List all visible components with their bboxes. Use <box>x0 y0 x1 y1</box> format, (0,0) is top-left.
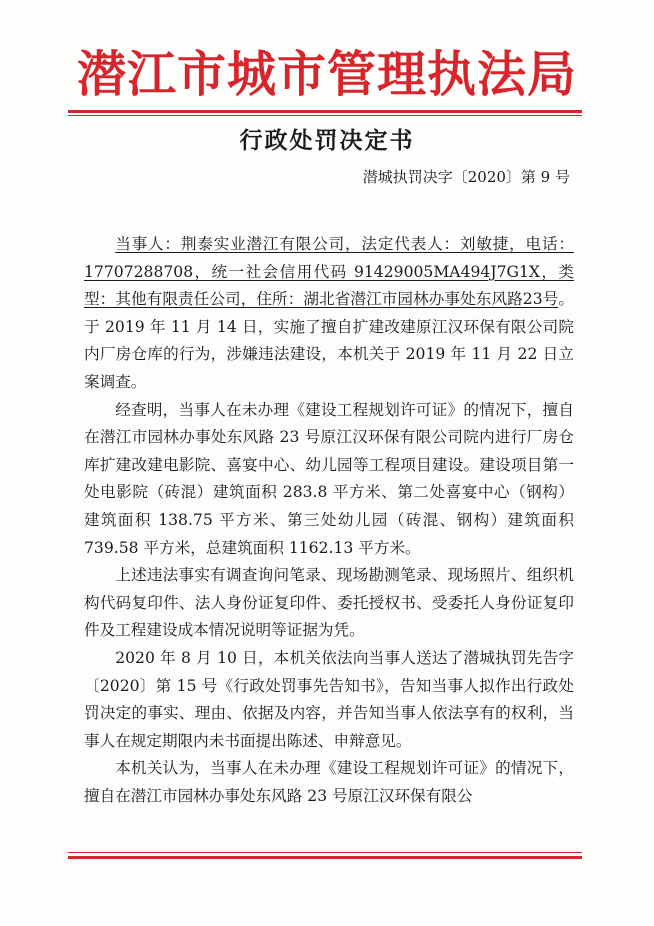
footer-rule-thin <box>68 852 582 853</box>
party-info: 荆泰实业潜江有限公司，法定代表人：刘敏捷，电话：17707288708，统一社会信用代码 91429005MA494J7G1X，类型：其他有限责任公司，住所：湖北省潜江市园林办事处东风路23号 <box>84 235 574 309</box>
paragraph-findings: 经查明，当事人在未办理《建设工程规划许可证》的情况下，擅自在潜江市园林办事处东风路 23 号原江汉环保有限公司院内进行厂房仓库扩建改建电影院、喜宴中心、幼儿园等工程项目建设。建设项目第一处电影院（砖混）建筑面积 283.8 平方米、第二处喜宴中心（钢构）建筑面积 138.75 平方米、第三处幼儿园（砖混、钢构）建筑面积 739.58 平方米，总建筑面积 1162.13 平方米。 <box>84 400 574 557</box>
header-rule-thick <box>68 110 582 113</box>
footer-rule-thick <box>68 856 582 859</box>
paragraph-opinion: 本机关认为，当事人在未办理《建设工程规划许可证》的情况下，擅自在潜江市园林办事处东风路 23 号原江汉环保有限公 <box>84 759 574 805</box>
paragraph-evidence: 上述违法事实有调查询问笔录、现场勘测笔录、现场照片、组织机构代码复印件、法人身份证复印件、委托授权书、受委托人身份证复印件及工程建设成本情况说明等证据为凭。 <box>84 566 574 640</box>
party-case-text: 。于 2019 年 11 月 14 日，实施了擅自扩建改建原江汉环保有限公司院内厂房仓库的行为，涉嫌违法建设，本机关于 2019 年 11 月 22 日立案调查。 <box>84 290 574 391</box>
document-number: 潜城执罚决字〔2020〕第 9 号 <box>362 168 570 186</box>
paragraph-notice: 2020 年 8 月 10 日，本机关依法向当事人送达了潜城执罚先告字〔2020〕第 15 号《行政处罚事先告知书》，告知当事人拟作出行政处罚决定的事实、理由、依据及内容，并告知当事人依法享有的权利，当事人在规定期限内未书面提出陈述、申辩意见。 <box>84 648 574 750</box>
document-title: 行政处罚决定书 <box>239 127 415 154</box>
party-label: 当事人： <box>115 235 181 253</box>
paragraph-party <box>84 231 574 397</box>
organization-header: 潜江市城市管理执法局 <box>76 45 577 103</box>
header-rule-thin <box>68 115 582 116</box>
document-body <box>84 231 574 810</box>
